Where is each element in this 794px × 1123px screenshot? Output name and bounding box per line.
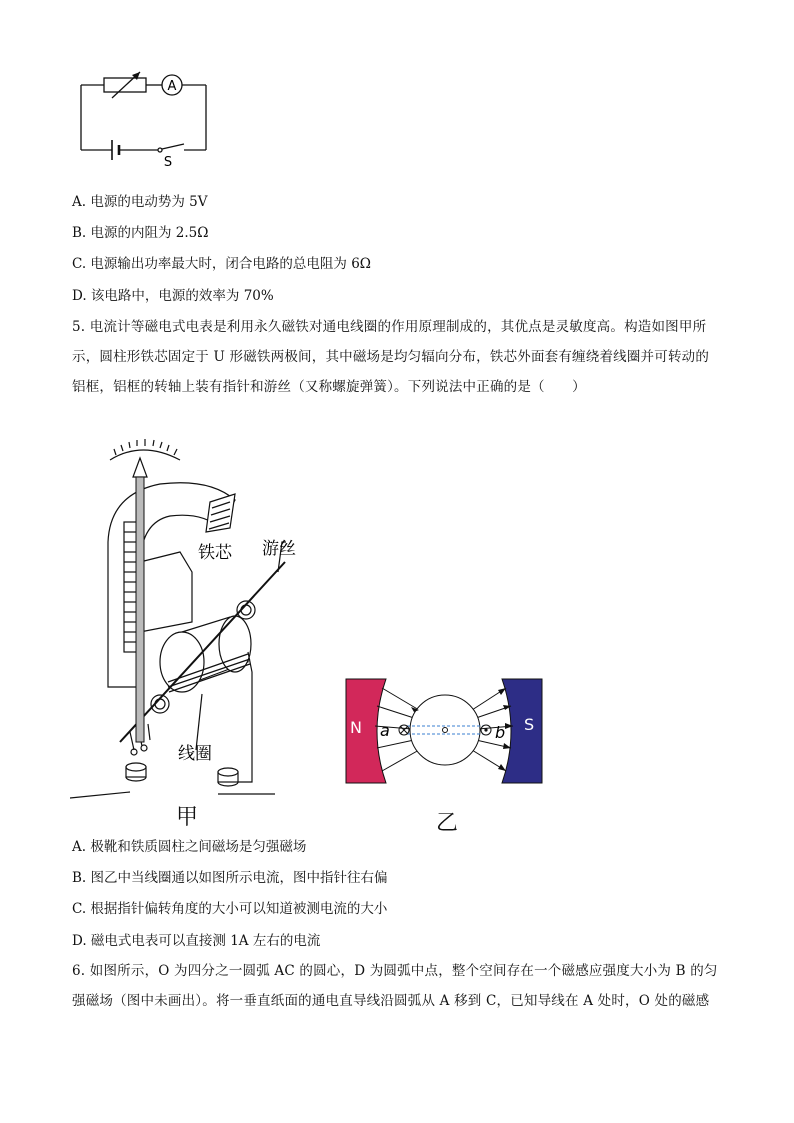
figure-jia-caption: 甲 [176,805,199,830]
figure-jia-galvanometer [70,432,310,802]
q5-option-b: B. 图乙中当线圈通以如图所示电流，图中指针往右偏 [72,870,388,886]
circuit-diagram [70,68,220,173]
pole-n: N [350,718,362,737]
q5-option-c: C. 根据指针偏转角度的大小可以知道被测电流的大小 [72,901,388,917]
q4-option-c: C. 电源输出功率最大时，闭合电路的总电阻为 6Ω [72,256,372,272]
q6-stem: 6. 如图所示，O 为四分之一圆弧 AC 的圆心，D 为圆弧中点，整个空间存在一个磁感应强度大小为 B 的匀强磁场（图中未画出）。将一垂直纸面的通电直导线沿圆弧从 A 移到 C，已知导线在 A 处时，O 处的磁感 [72,963,718,1009]
q5-stem: 5. 电流计等磁电式电表是利用永久磁铁对通电线圈的作用原理制成的，其优点是灵敏度高。构造如图甲所示，圆柱形铁芯固定于 U 形磁铁两极间，其中磁场是均匀辐向分布，铁芯外面套有缠绕着线圈并可转动的铝框，铝框的转轴上装有指针和游丝（又称螺旋弹簧）。下列说法中正确的是（ ） [72,319,710,395]
point-a: a [380,721,390,740]
q5-option-a: A. 极靴和铁质圆柱之间磁场是匀强磁场 [72,839,307,855]
label-iron-core: 铁芯 [198,543,232,563]
label-coil: 线圈 [178,744,212,764]
switch-label: S [163,155,173,170]
q5-option-d: D. 磁电式电表可以直接测 1A 左右的电流 [72,933,321,949]
q4-option-b: B. 电源的内阻为 2.5Ω [72,225,209,241]
pole-s: S [524,715,535,734]
figure-yi-radial-field [344,676,549,786]
label-hairspring: 游丝 [262,539,296,559]
ammeter-label: A [167,79,177,94]
q4-option-a: A. 电源的电动势为 5V [72,194,208,210]
q4-option-d: D. 该电路中，电源的效率为 70% [72,288,274,304]
point-b: b [495,723,506,742]
figure-yi-caption: 乙 [436,811,459,836]
